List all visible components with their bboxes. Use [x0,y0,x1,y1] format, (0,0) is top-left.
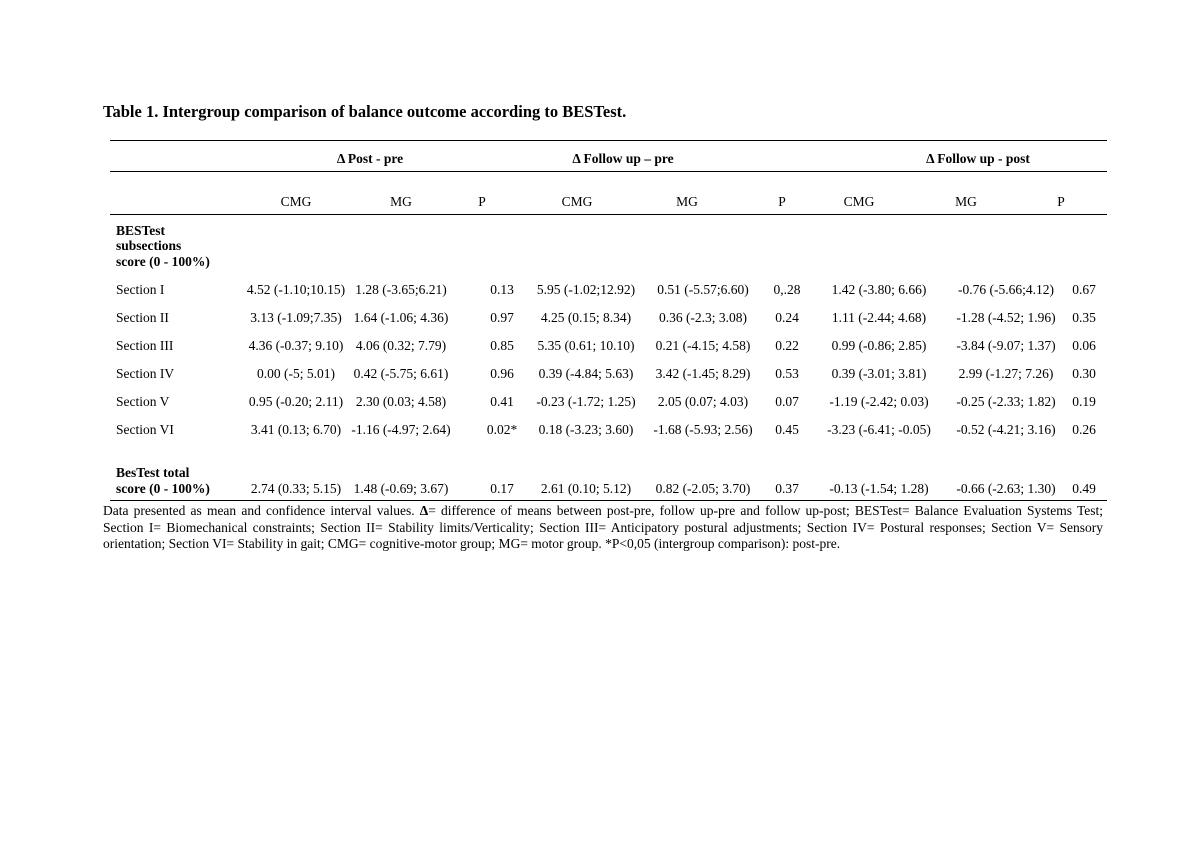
table-cell: -1.28 (-4.52; 1.96) [956,310,1056,325]
header-rule [110,171,1107,172]
row-label: Section II [116,310,169,325]
table-cell: 2.99 (-1.27; 7.26) [958,366,1054,381]
subsection-header-line: score (0 - 100%) [116,254,210,269]
table-cell: 4.06 (0.32; 7.79) [355,338,447,353]
column-header: CMG [561,194,593,209]
table-cell: 0.30 [1072,366,1096,381]
table-cell: 0.18 (-3.23; 3.60) [538,422,634,437]
table-cell: 4.52 (-1.10;10.15) [246,282,346,297]
total-cell: 0.49 [1072,481,1096,496]
table-cell: 0.13 [490,282,514,297]
table-cell: 3.41 (0.13; 6.70) [250,422,342,437]
row-label: Section I [116,282,165,297]
table-cell: 0.51 (-5.57;6.60) [657,282,749,297]
table-cell: 1.11 (-2.44; 4.68) [831,310,927,325]
table-cell: -1.16 (-4.97; 2.64) [351,422,451,437]
table-cell: 0.42 (-5.75; 6.61) [353,366,449,381]
subsection-header-line: subsections [116,238,182,253]
table-cell: 1.28 (-3.65;6.21) [355,282,447,297]
column-header: MG [390,194,412,209]
table-cell: 0.22 [775,338,799,353]
row-label: Section V [116,394,170,409]
table-cell: 0.41 [490,394,514,409]
table-cell: 2.05 (0.07; 4.03) [657,394,749,409]
table-cell: -1.19 (-2.42; 0.03) [829,394,929,409]
table-cell: 0.21 (-4.15; 4.58) [655,338,751,353]
table-cell: 4.25 (0.15; 8.34) [540,310,632,325]
total-label-line: score (0 - 100%) [116,481,210,496]
table-cell: 3.13 (-1.09;7.35) [250,310,342,325]
table-cell: 0.39 (-3.01; 3.81) [831,366,927,381]
total-cell: -0.13 (-1.54; 1.28) [829,481,929,496]
group-header: Δ Follow up - post [926,151,1030,166]
total-cell: 0.37 [775,481,799,496]
table-cell: 1.64 (-1.06; 4.36) [353,310,449,325]
table-cell: 0.53 [775,366,799,381]
total-cell: 2.61 (0.10; 5.12) [540,481,632,496]
total-cell: 1.48 (-0.69; 3.67) [353,481,449,496]
row-label: Section VI [116,422,174,437]
table-cell: 0.85 [490,338,514,353]
footnote-prefix: Data presented as mean and confidence interval values. [103,503,420,518]
table-cell: 0.00 (-5; 5.01) [257,366,335,381]
total-cell: 2.74 (0.33; 5.15) [250,481,342,496]
row-label: Section IV [116,366,175,381]
table-cell: 0.67 [1072,282,1096,297]
total-cell: 0.17 [490,481,514,496]
table-cell: -3.84 (-9.07; 1.37) [956,338,1056,353]
subsection-header-line: BESTest [116,223,166,238]
table-bottom-rule [110,500,1107,501]
table-cell: -0.25 (-2.33; 1.82) [956,394,1056,409]
table-cell: 0.35 [1072,310,1096,325]
table-cell: 0.02* [486,422,518,437]
table-cell: 0.19 [1072,394,1096,409]
group-header: Δ Follow up – pre [572,151,674,166]
table-cell: 5.95 (-1.02;12.92) [536,282,636,297]
table-cell: 0.97 [490,310,514,325]
table-cell: 0.36 (-2.3; 3.08) [658,310,748,325]
table-cell: 0.99 (-0.86; 2.85) [831,338,927,353]
table-cell: 0.26 [1072,422,1096,437]
table-cell: 0.96 [490,366,514,381]
footnote-delta-symbol: Δ [419,503,429,518]
total-cell: -0.66 (-2.63; 1.30) [956,481,1056,496]
group-header: Δ Post - pre [336,151,404,166]
column-header: CMG [280,194,312,209]
table-cell: -0.23 (-1.72; 1.25) [536,394,636,409]
table-cell: 0.07 [775,394,799,409]
table-cell: 0,.28 [773,282,801,297]
column-header: MG [955,194,977,209]
table-footnote [103,503,1103,553]
table-cell: -0.76 (-5.66;4.12) [958,282,1054,297]
table-cell: 2.30 (0.03; 4.58) [355,394,447,409]
table-cell: 0.39 (-4.84; 5.63) [538,366,634,381]
table-top-rule [110,140,1107,141]
column-header: P [478,194,486,209]
table-cell: 0.95 (-0.20; 2.11) [248,394,344,409]
row-label: Section III [116,338,174,353]
column-header-rule [110,214,1107,215]
table-cell: 4.36 (-0.37; 9.10) [248,338,344,353]
table-cell: 0.45 [775,422,799,437]
table-cell: -0.52 (-4.21; 3.16) [956,422,1056,437]
table-cell: 0.06 [1072,338,1096,353]
column-header: MG [676,194,698,209]
footnote-text: = difference of means between post-pre, follow up-pre and follow up-post; BESTest= Balance Evaluation Systems Test; Section I= Biomechanical constraints; Section II= Stability limits/Verticality; Section III= Anticipatory postural adjustments; Section IV= Postural responses; Section V= Sensory orientation; Section VI= Stability in gait; CMG= cognitive-motor group; MG= motor group. *P<0,05 (intergroup comparison): post-pre. [103,503,1103,551]
table-cell: 0.24 [775,310,799,325]
table-cell: -3.23 (-6.41; -0.05) [827,422,931,437]
table-title: Table 1. Intergroup comparison of balance outcome according to BESTest. [103,102,627,121]
table-cell: 1.42 (-3.80; 6.66) [831,282,927,297]
column-header: P [778,194,786,209]
column-header: P [1057,194,1065,209]
total-cell: 0.82 (-2.05; 3.70) [655,481,751,496]
column-header: CMG [843,194,875,209]
table-cell: 5.35 (0.61; 10.10) [537,338,635,353]
table-cell: 3.42 (-1.45; 8.29) [655,366,751,381]
table-cell: -1.68 (-5.93; 2.56) [653,422,753,437]
total-label-line: BesTest total [116,465,190,480]
